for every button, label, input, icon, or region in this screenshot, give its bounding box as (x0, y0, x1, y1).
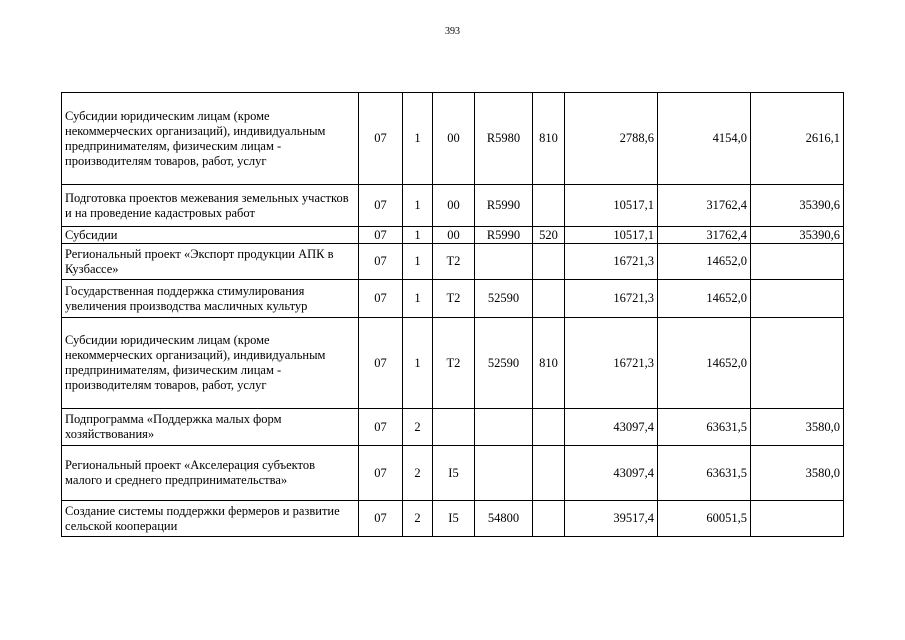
subsection-code: 2 (403, 409, 433, 446)
item-name: Региональный проект «Экспорт продукции АПК в Кузбассе» (62, 244, 359, 280)
amount-2: 63631,5 (658, 446, 751, 501)
amount-1: 39517,4 (565, 501, 658, 537)
section-code: 07 (359, 446, 403, 501)
expense-type-code (533, 501, 565, 537)
subsection-code: 1 (403, 185, 433, 227)
program-code: I5 (433, 446, 475, 501)
target-article-code: 52590 (475, 318, 533, 409)
table-row (62, 244, 844, 280)
target-article-code: R5980 (475, 93, 533, 185)
amount-1: 10517,1 (565, 185, 658, 227)
amount-3: 3580,0 (751, 446, 844, 501)
expense-type-code: 810 (533, 318, 565, 409)
amount-3 (751, 501, 844, 537)
budget-table (61, 92, 844, 537)
expense-type-code: 520 (533, 227, 565, 244)
expense-type-code (533, 280, 565, 318)
program-code: T2 (433, 318, 475, 409)
target-article-code: R5990 (475, 227, 533, 244)
target-article-code: R5990 (475, 185, 533, 227)
program-code: 00 (433, 185, 475, 227)
item-name: Создание системы поддержки фермеров и развитие сельской кооперации (62, 501, 359, 537)
amount-2: 14652,0 (658, 318, 751, 409)
program-code: I5 (433, 501, 475, 537)
amount-2: 63631,5 (658, 409, 751, 446)
amount-2: 31762,4 (658, 227, 751, 244)
amount-1: 16721,3 (565, 244, 658, 280)
program-code: T2 (433, 244, 475, 280)
expense-type-code: 810 (533, 93, 565, 185)
amount-2: 14652,0 (658, 280, 751, 318)
item-name: Региональный проект «Акселерация субъектов малого и среднего предпринимательства» (62, 446, 359, 501)
page-number: 393 (445, 26, 460, 37)
program-code: 00 (433, 93, 475, 185)
table-row (62, 446, 844, 501)
amount-2: 14652,0 (658, 244, 751, 280)
amount-3: 2616,1 (751, 93, 844, 185)
amount-2: 4154,0 (658, 93, 751, 185)
amount-1: 16721,3 (565, 280, 658, 318)
subsection-code: 1 (403, 93, 433, 185)
target-article-code (475, 446, 533, 501)
program-code: T2 (433, 280, 475, 318)
section-code: 07 (359, 185, 403, 227)
amount-3 (751, 318, 844, 409)
table-row (62, 501, 844, 537)
subsection-code: 1 (403, 280, 433, 318)
amount-1: 43097,4 (565, 446, 658, 501)
item-name: Подготовка проектов межевания земельных участков и на проведение кадастровых работ (62, 185, 359, 227)
program-code: 00 (433, 227, 475, 244)
section-code: 07 (359, 93, 403, 185)
section-code: 07 (359, 244, 403, 280)
amount-3: 35390,6 (751, 227, 844, 244)
amount-1: 16721,3 (565, 318, 658, 409)
expense-type-code (533, 185, 565, 227)
table-row (62, 93, 844, 185)
item-name: Субсидии юридическим лицам (кроме некоммерческих организаций), индивидуальным предпринимателям, физическим лицам - производителям товаров, работ, услуг (62, 93, 359, 185)
section-code: 07 (359, 409, 403, 446)
target-article-code (475, 244, 533, 280)
section-code: 07 (359, 280, 403, 318)
amount-1: 2788,6 (565, 93, 658, 185)
target-article-code (475, 409, 533, 446)
amount-3 (751, 280, 844, 318)
expense-type-code (533, 244, 565, 280)
amount-3: 35390,6 (751, 185, 844, 227)
item-name: Субсидии (62, 227, 359, 244)
table-row (62, 409, 844, 446)
subsection-code: 2 (403, 501, 433, 537)
section-code: 07 (359, 227, 403, 244)
section-code: 07 (359, 501, 403, 537)
table-row (62, 280, 844, 318)
target-article-code: 54800 (475, 501, 533, 537)
item-name: Подпрограмма «Поддержка малых форм хозяйствования» (62, 409, 359, 446)
table-row (62, 318, 844, 409)
subsection-code: 1 (403, 227, 433, 244)
expense-type-code (533, 446, 565, 501)
item-name: Государственная поддержка стимулирования увеличения производства масличных культур (62, 280, 359, 318)
target-article-code: 52590 (475, 280, 533, 318)
item-name: Субсидии юридическим лицам (кроме некоммерческих организаций), индивидуальным предпринимателям, физическим лицам - производителям товаров, работ, услуг (62, 318, 359, 409)
program-code (433, 409, 475, 446)
amount-1: 10517,1 (565, 227, 658, 244)
table-row (62, 185, 844, 227)
expense-type-code (533, 409, 565, 446)
amount-1: 43097,4 (565, 409, 658, 446)
table-row (62, 227, 844, 244)
section-code: 07 (359, 318, 403, 409)
subsection-code: 2 (403, 446, 433, 501)
amount-2: 60051,5 (658, 501, 751, 537)
amount-2: 31762,4 (658, 185, 751, 227)
amount-3 (751, 244, 844, 280)
subsection-code: 1 (403, 318, 433, 409)
amount-3: 3580,0 (751, 409, 844, 446)
subsection-code: 1 (403, 244, 433, 280)
